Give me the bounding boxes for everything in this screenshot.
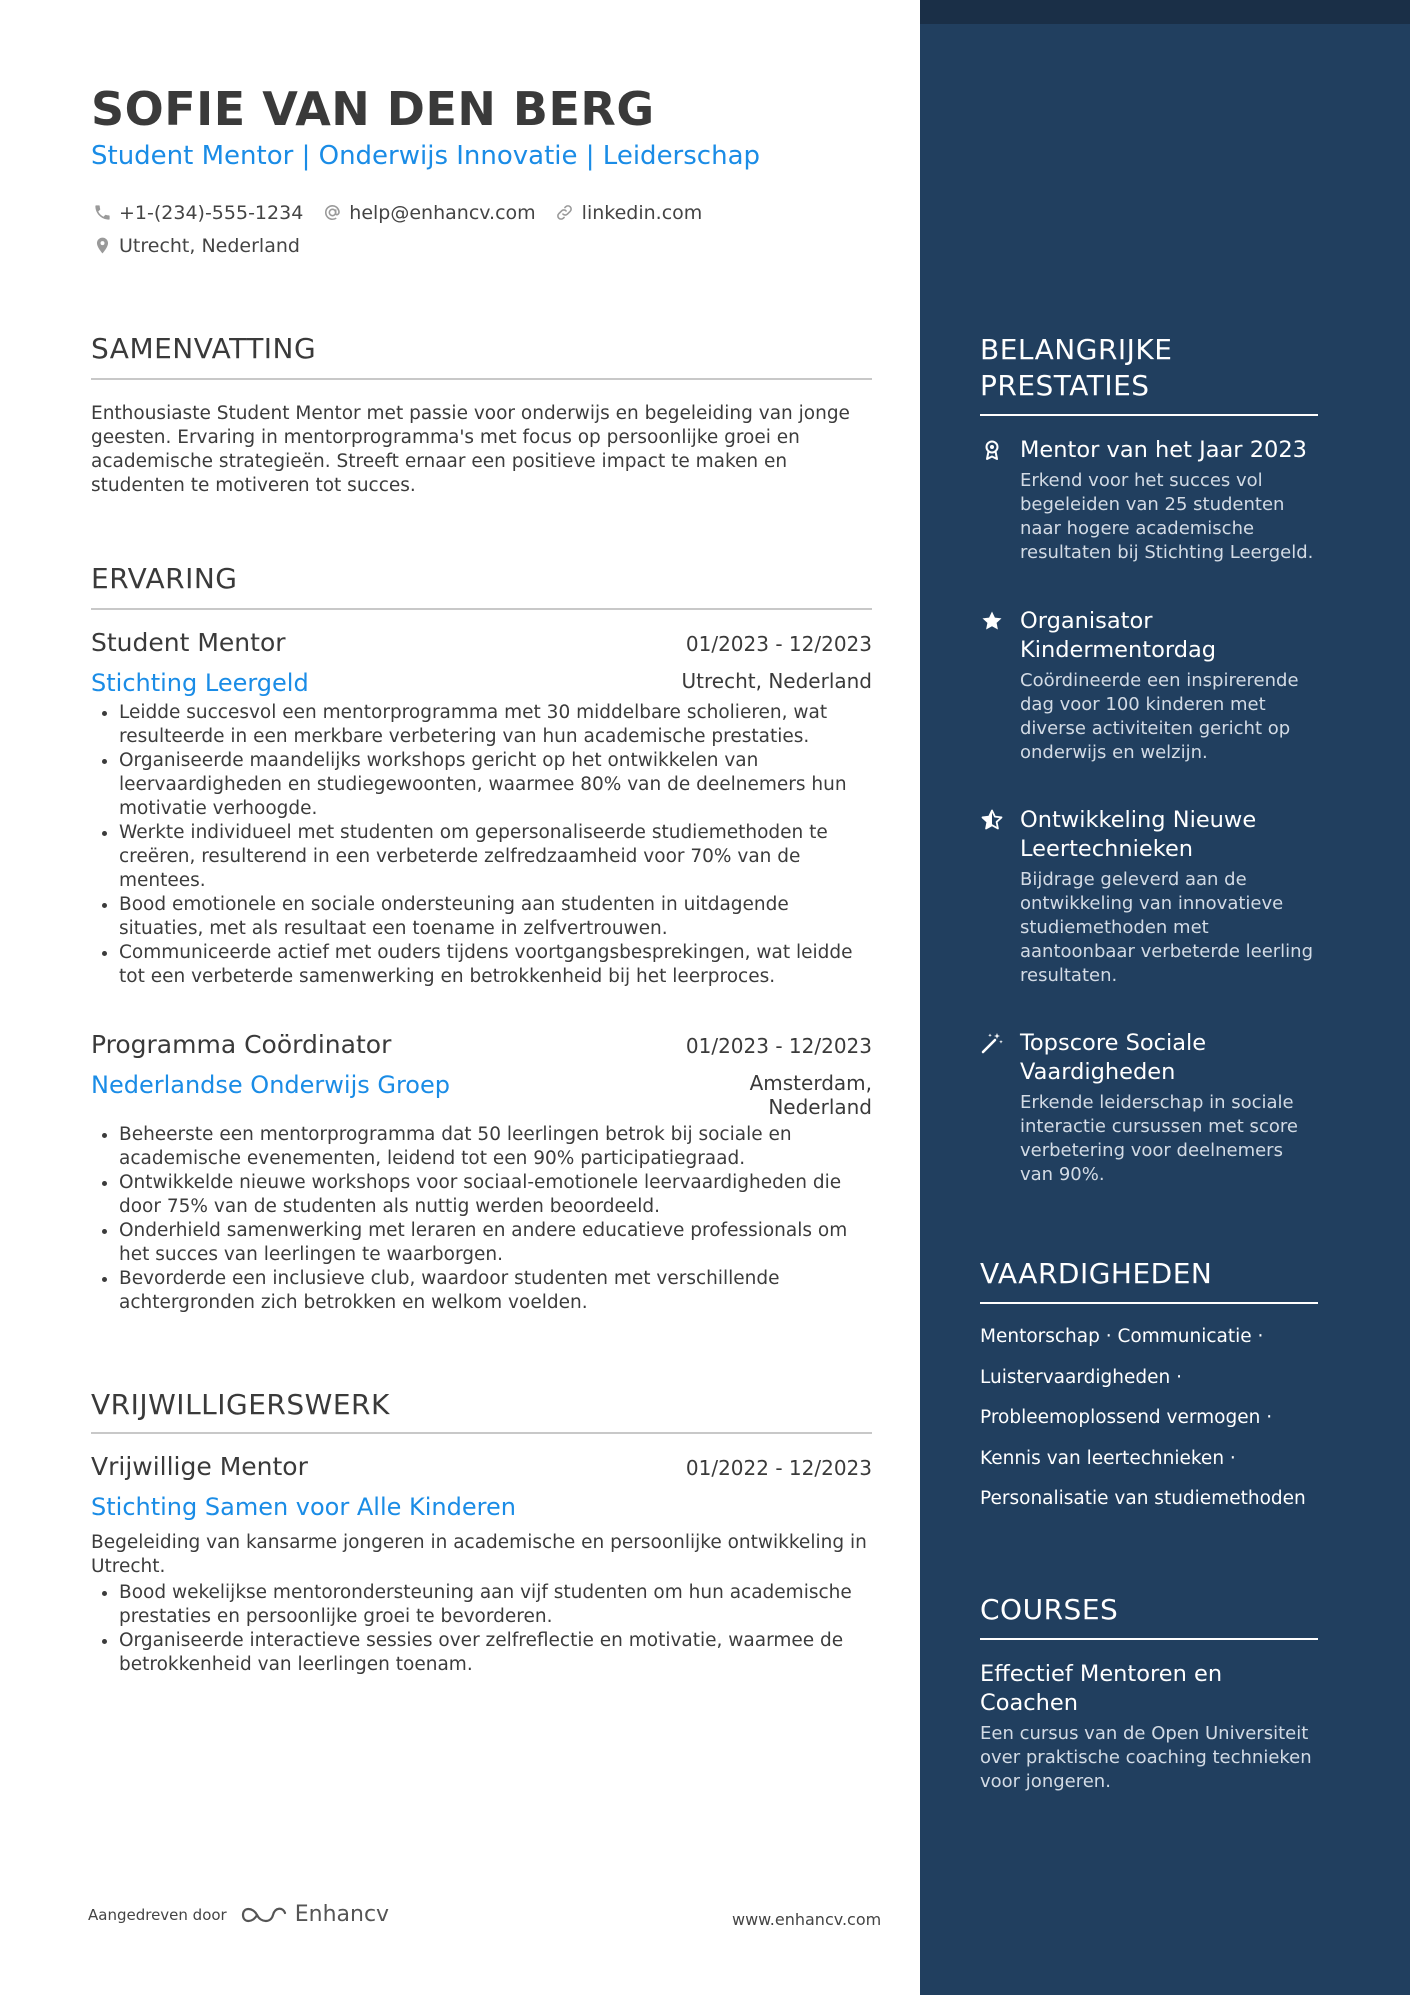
linkedin-link[interactable]: linkedin.com: [581, 201, 703, 224]
achievements-heading-line: PRESTATIES: [980, 369, 1150, 402]
volunteer-role: Vrijwillige Mentor: [91, 1452, 308, 1481]
achievement-title: Organisator Kindermentordag: [1020, 608, 1217, 663]
job-company: Stichting Leergeld: [91, 669, 309, 697]
bullet-item: • Organiseerde maandelijks workshops gericht op het ontwikkelen van leervaardigheden en studiegewoonten, waarmee 80% van de deelnemers hun motivatie verhoogde.: [119, 749, 872, 821]
achievement-desc: Bijdrage geleverd aan de ontwikkeling van innovatieve studiemethoden met aantoonbaar verbeterde leerling resultaten.: [1020, 869, 1314, 986]
volunteer-divider: [91, 1432, 872, 1434]
bullet-item: • Onderhield samenwerking met leraren en andere educatieve professionals om het succes van leerlingen te waarborgen.: [119, 1219, 872, 1267]
magic-wand-icon: [980, 1031, 1004, 1055]
summary-text: Enthousiaste Student Mentor met passie voor onderwijs en begeleiding van jonge geesten. Ervaring in mentorprogramma's met focus op persoonlijke groei en academische strategieën. Streeft ernaar een positieve impact te maken en studenten te motiveren tot succes.: [91, 403, 850, 496]
courses-divider: [980, 1638, 1318, 1640]
location-text: Utrecht, Nederland: [119, 234, 300, 257]
summary-heading: SAMENVATTING: [91, 332, 317, 365]
volunteer-date: 01/2022 - 12/2023: [685, 1456, 872, 1480]
achievement-item: [980, 436, 1320, 565]
achievement-item: [980, 806, 1320, 988]
volunteer-company: Stichting Samen voor Alle Kinderen: [91, 1493, 516, 1521]
sidebar-top-bar: [920, 0, 1410, 24]
bullet-item: • Werkte individueel met studenten om gepersonaliseerde studiemethoden te creëren, resulterend in een verbeterde zelfredzaamheid voor 70% van de mentees.: [119, 821, 872, 893]
achievements-divider: [980, 414, 1318, 416]
skills-heading: VAARDIGHEDEN: [980, 1257, 1213, 1290]
contact-email[interactable]: [321, 202, 535, 224]
candidate-name: SOFIE VAN DEN BERG: [91, 82, 655, 136]
email-link[interactable]: help@enhancv.com: [349, 201, 536, 224]
achievement-desc: Erkend voor het succes vol begeleiden van 25 studenten naar hogere academische resultaten bij Stichting Leergeld.: [1020, 470, 1314, 563]
half-star-icon: [980, 808, 1004, 832]
bullet-item: • Organiseerde interactieve sessies over zelfreflectie en motivatie, waarmee de betrokkenheid van leerlingen toenam.: [119, 1629, 872, 1677]
brand-name: Enhancv: [294, 1902, 390, 1927]
job-role: Programma Coördinator: [91, 1030, 392, 1059]
achievement-desc: Erkende leiderschap in sociale interactie cursussen met score verbetering voor deelnemers van 90%.: [1020, 1092, 1298, 1185]
volunteer-entry: [91, 1452, 872, 1677]
skill-line: Personalisatie van studiemethoden: [980, 1488, 1306, 1509]
course-item: [980, 1660, 1320, 1794]
job-location: [750, 1071, 872, 1119]
bullet-item: • Bevorderde een inclusieve club, waardoor studenten met verschillende achtergronden zich betrokken en welkom voelden.: [119, 1267, 872, 1315]
job-date: 01/2023 - 12/2023: [685, 632, 872, 656]
award-icon: [980, 438, 1004, 462]
job-bullets: [91, 1123, 872, 1315]
job-role: Student Mentor: [91, 628, 286, 657]
achievements-heading-line: BELANGRIJKE: [980, 333, 1173, 366]
job-entry: [91, 1030, 872, 1315]
job-company: Nederlandse Onderwijs Groep: [91, 1071, 450, 1099]
bullet-item: • Bood emotionele en sociale ondersteuning aan studenten in uitdagende situaties, met als resultaat een toename in zelfvertrouwen.: [119, 893, 872, 941]
contact-phone: [91, 202, 303, 224]
job-location: Utrecht, Nederland: [681, 669, 872, 693]
contact-linkedin[interactable]: [554, 202, 703, 224]
volunteer-bullets: [91, 1581, 872, 1677]
enhancv-logo-icon: [241, 1903, 287, 1927]
enhancv-logo[interactable]: [241, 1902, 389, 1927]
footer-branding: [88, 1902, 389, 1927]
star-icon: [980, 609, 1004, 633]
job-bullets: [91, 701, 872, 989]
achievement-item: [980, 1029, 1320, 1187]
phone-text: +1-(234)-555-1234: [119, 201, 304, 224]
bullet-item: • Bood wekelijkse mentorondersteuning aan vijf studenten om hun academische prestaties en persoonlijke groei te bevorderen.: [119, 1581, 872, 1629]
bullet-item: • Communiceerde actief met ouders tijdens voortgangsbesprekingen, wat leidde tot een verbeterde samenwerking en betrokkenheid bij het leerproces.: [119, 941, 872, 989]
skills-list: [980, 1325, 1320, 1528]
contact-location: [91, 235, 300, 257]
skill-line: Luistervaardigheden ·: [980, 1366, 1182, 1388]
skills-divider: [980, 1302, 1318, 1304]
achievements-heading: [980, 332, 1318, 404]
skill-line: Probleemoplossend vermogen ·: [980, 1407, 1273, 1428]
skill-line: Mentorschap · Communicatie ·: [980, 1326, 1264, 1347]
volunteer-description: Begeleiding van kansarme jongeren in academische en persoonlijke ontwikkeling in Utrecht.: [91, 1532, 867, 1577]
course-desc: Een cursus van de Open Universiteit over praktische coaching technieken voor jongeren.: [980, 1723, 1312, 1792]
achievement-desc: Coördineerde een inspirerende dag voor 100 kinderen met diverse activiteiten gericht op onderwijs en welzijn.: [1020, 670, 1299, 763]
bullet-item: • Beheerste een mentorprogramma dat 50 leerlingen betrok bij sociale en academische evenementen, leidend tot een 90% participatiegraad.: [119, 1123, 872, 1171]
job-entry: [91, 628, 872, 989]
powered-by-text: Aangedreven door: [88, 1905, 227, 1924]
link-icon: [554, 202, 576, 224]
experience-heading: ERVARING: [91, 562, 238, 595]
candidate-subtitle: Student Mentor | Onderwijs Innovatie | Leiderschap: [91, 141, 761, 171]
summary-divider: [91, 378, 872, 380]
website-link[interactable]: www.enhancv.com: [732, 1910, 882, 1929]
skill-line: Kennis van leertechnieken ·: [980, 1447, 1236, 1469]
achievement-title: Ontwikkeling Nieuwe Leertechnieken: [1020, 807, 1257, 862]
at-icon: [321, 202, 343, 224]
achievement-title: Topscore Sociale Vaardigheden: [1020, 1030, 1207, 1085]
job-date: 01/2023 - 12/2023: [685, 1034, 872, 1058]
contact-info: [91, 196, 891, 262]
bullet-item: • Leidde succesvol een mentorprogramma met 30 middelbare scholieren, wat resulteerde in een merkbare verbetering van hun academische prestaties.: [119, 701, 872, 749]
bullet-item: • Ontwikkelde nieuwe workshops voor sociaal-emotionele leervaardigheden die door 75% van de studenten als nuttig werden beoordeeld.: [119, 1171, 872, 1219]
job-location-line: Amsterdam,: [749, 1071, 872, 1095]
achievement-title: Mentor van het Jaar 2023: [1020, 437, 1307, 463]
location-pin-icon: [91, 235, 113, 257]
phone-icon: [91, 202, 113, 224]
courses-heading: COURSES: [980, 1593, 1119, 1626]
volunteer-heading: VRIJWILLIGERSWERK: [91, 1388, 390, 1421]
course-title: Effectief Mentoren en Coachen: [980, 1661, 1223, 1716]
job-location-line: Nederland: [768, 1095, 872, 1119]
experience-divider: [91, 608, 872, 610]
achievement-item: [980, 607, 1320, 765]
